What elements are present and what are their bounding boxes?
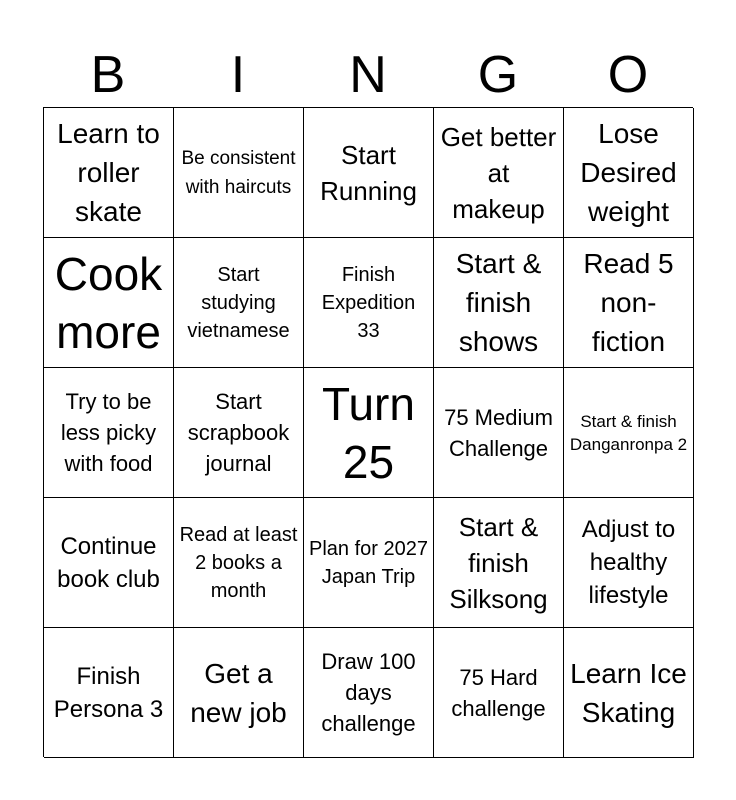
bingo-cell[interactable]	[44, 498, 174, 628]
header-letter-n: N	[349, 46, 387, 104]
bingo-cell[interactable]	[304, 498, 434, 628]
bingo-cell[interactable]	[434, 368, 564, 498]
cell-text: Start & finish shows	[455, 248, 542, 357]
bingo-cell[interactable]	[174, 238, 304, 368]
header-letter-i: I	[230, 46, 246, 104]
header-letter-b: B	[90, 46, 126, 104]
bingo-cell[interactable]	[44, 108, 174, 238]
cell-text: Start & finish Danganronpa 2	[569, 411, 688, 454]
cell-text: Get a new job	[190, 657, 287, 728]
cell-text: Continue book club	[57, 532, 160, 593]
bingo-cell[interactable]	[304, 368, 434, 498]
bingo-header	[43, 44, 693, 106]
cell-text: Lose Desired weight	[580, 118, 677, 227]
cell-text: Start scrapbook journal	[187, 389, 290, 476]
cell-text: Finish Persona 3	[53, 662, 164, 723]
cell-text: Draw 100 days challenge	[321, 649, 416, 736]
header-letter-o: O	[607, 46, 649, 104]
bingo-board	[43, 107, 693, 757]
bingo-cell[interactable]	[44, 238, 174, 368]
bingo-cell[interactable]	[44, 368, 174, 498]
cell-text: Finish Expedition 33	[321, 263, 416, 342]
bingo-cell[interactable]	[44, 628, 174, 758]
cell-text: 75 Medium Challenge	[444, 404, 553, 461]
cell-text: Learn Ice Skating	[570, 657, 687, 728]
cell-text: Start & finish Silksong	[449, 511, 548, 614]
bingo-cell[interactable]	[304, 108, 434, 238]
bingo-cell[interactable]	[564, 498, 694, 628]
bingo-cell[interactable]	[434, 628, 564, 758]
bingo-cell[interactable]	[434, 498, 564, 628]
cell-text: Turn 25	[322, 377, 415, 488]
bingo-cell[interactable]	[304, 628, 434, 758]
bingo-cell[interactable]	[174, 368, 304, 498]
cell-text: Read at least 2 books a month	[179, 523, 298, 602]
bingo-cell[interactable]	[434, 238, 564, 368]
bingo-cell[interactable]	[174, 628, 304, 758]
bingo-cell[interactable]	[564, 628, 694, 758]
cell-text: 75 Hard challenge	[451, 664, 546, 721]
cell-text: Get better at makeup	[440, 121, 557, 224]
header-letter-g: G	[477, 46, 519, 104]
cell-text: Plan for 2027 Japan Trip	[309, 537, 428, 588]
bingo-cell[interactable]	[174, 108, 304, 238]
cell-text: Start Running	[320, 139, 417, 206]
cell-text: Try to be less picky with food	[60, 389, 157, 476]
cell-text: Cook more	[54, 247, 163, 358]
bingo-cell[interactable]	[564, 238, 694, 368]
cell-text: Start studying vietnamese	[187, 263, 290, 342]
bingo-cell[interactable]	[174, 498, 304, 628]
cell-text: Adjust to healthy lifestyle	[581, 516, 676, 609]
cell-text: Be consistent with haircuts	[181, 147, 296, 198]
bingo-cell[interactable]	[564, 108, 694, 238]
bingo-cell[interactable]	[304, 238, 434, 368]
bingo-cell[interactable]	[434, 108, 564, 238]
cell-text: Learn to roller skate	[57, 118, 160, 227]
cell-text: Read 5 non-fiction	[583, 248, 674, 357]
bingo-cell[interactable]	[564, 368, 694, 498]
